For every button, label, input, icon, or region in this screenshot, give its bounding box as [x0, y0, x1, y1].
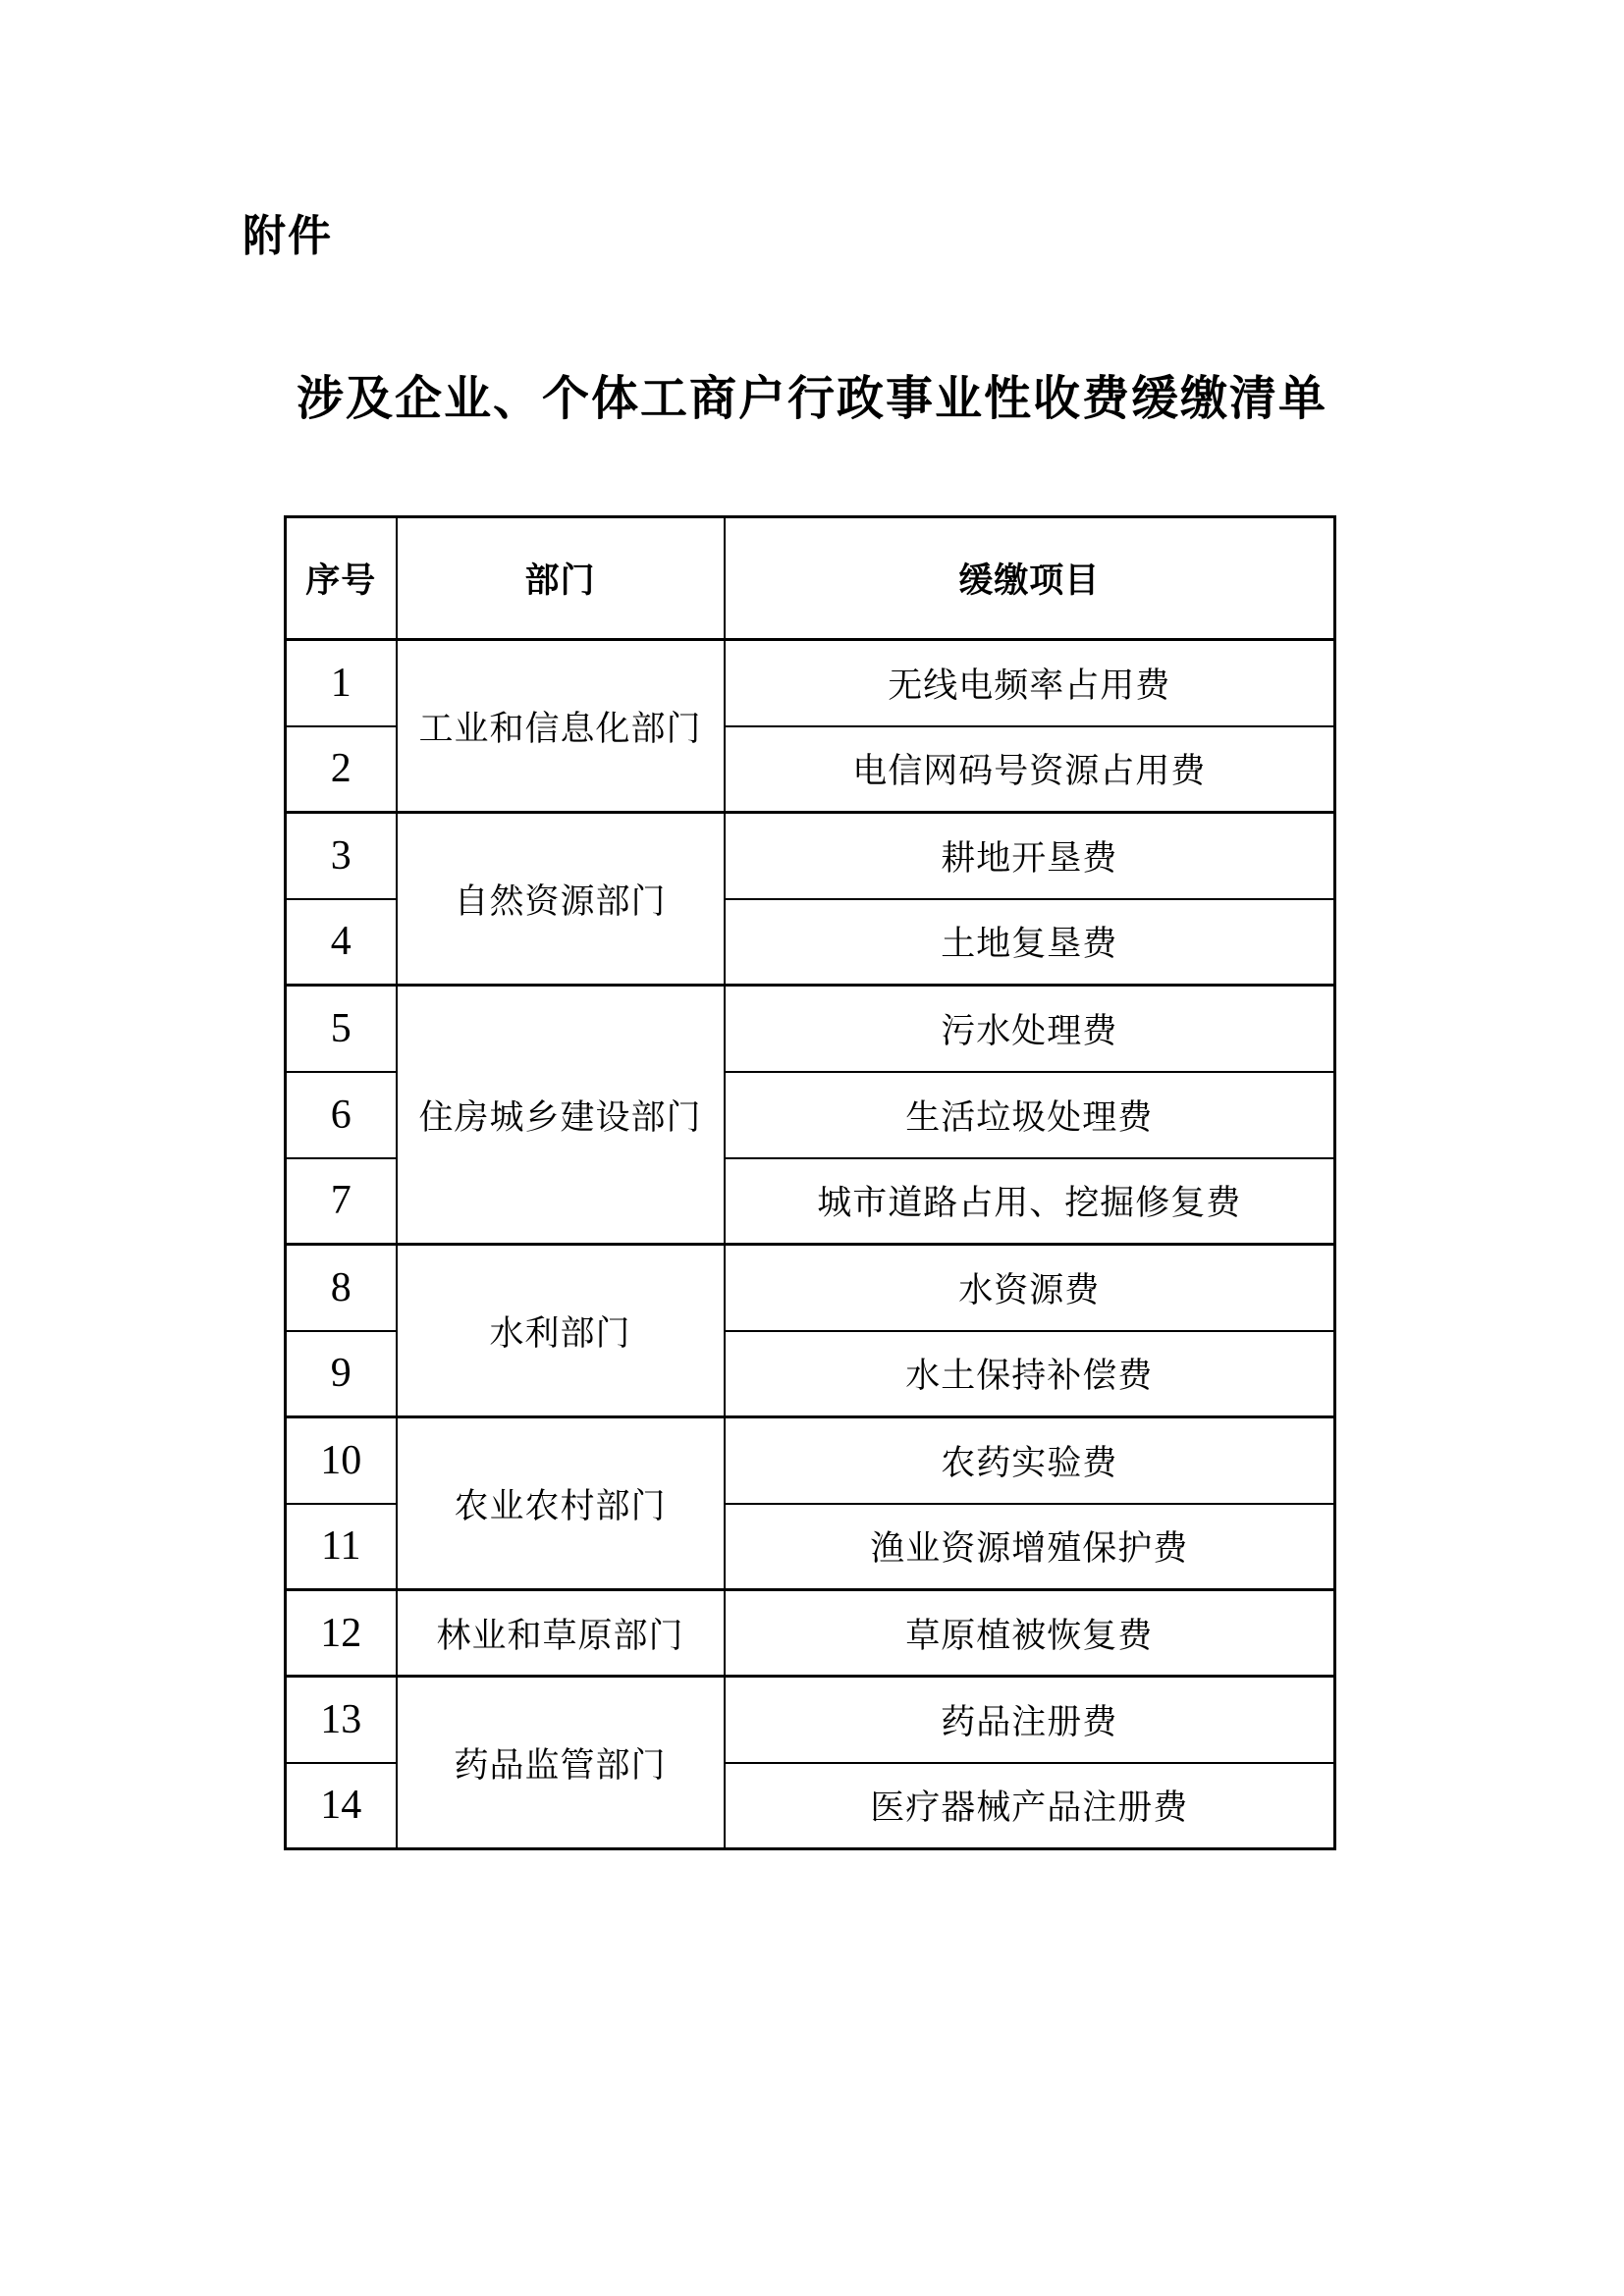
- department-cell: 农业农村部门: [397, 1417, 725, 1590]
- fee-item-cell: 无线电频率占用费: [725, 640, 1335, 726]
- table-row: [286, 1677, 1335, 1763]
- fee-table-body: [286, 640, 1335, 1849]
- row-number-cell: 7: [286, 1158, 397, 1245]
- row-number-cell: 2: [286, 726, 397, 813]
- row-number-cell: 13: [286, 1677, 397, 1763]
- fee-item-cell: 污水处理费: [725, 986, 1335, 1072]
- row-number-cell: 12: [286, 1590, 397, 1677]
- table-row: [286, 1417, 1335, 1504]
- table-row: [286, 1245, 1335, 1331]
- header-cell-serial-number: 序号: [286, 517, 397, 640]
- table-row: [286, 1590, 1335, 1677]
- table-header-row: [286, 517, 1335, 640]
- department-cell: 药品监管部门: [397, 1677, 725, 1849]
- header-cell-deferred-item: 缓缴项目: [725, 517, 1335, 640]
- fee-item-cell: 水土保持补偿费: [725, 1331, 1335, 1417]
- fee-item-cell: 土地复垦费: [725, 899, 1335, 986]
- fee-item-cell: 电信网码号资源占用费: [725, 726, 1335, 813]
- fee-item-cell: 医疗器械产品注册费: [725, 1763, 1335, 1849]
- row-number-cell: 9: [286, 1331, 397, 1417]
- row-number-cell: 3: [286, 813, 397, 899]
- header-cell-department: 部门: [397, 517, 725, 640]
- department-cell: 工业和信息化部门: [397, 640, 725, 813]
- fee-item-cell: 渔业资源增殖保护费: [725, 1504, 1335, 1590]
- row-number-cell: 6: [286, 1072, 397, 1158]
- fee-item-cell: 草原植被恢复费: [725, 1590, 1335, 1677]
- attachment-label: 附件: [243, 212, 333, 260]
- department-cell: 水利部门: [397, 1245, 725, 1417]
- row-number-cell: 11: [286, 1504, 397, 1590]
- fee-item-cell: 城市道路占用、挖掘修复费: [725, 1158, 1335, 1245]
- row-number-cell: 14: [286, 1763, 397, 1849]
- row-number-cell: 5: [286, 986, 397, 1072]
- row-number-cell: 10: [286, 1417, 397, 1504]
- fee-item-cell: 水资源费: [725, 1245, 1335, 1331]
- fee-item-cell: 耕地开垦费: [725, 813, 1335, 899]
- table-row: [286, 986, 1335, 1072]
- table-header: [286, 517, 1335, 640]
- deferred-fees-table: [284, 515, 1336, 1850]
- fee-item-cell: 药品注册费: [725, 1677, 1335, 1763]
- row-number-cell: 4: [286, 899, 397, 986]
- fee-item-cell: 农药实验费: [725, 1417, 1335, 1504]
- department-cell: 自然资源部门: [397, 813, 725, 986]
- department-cell: 林业和草原部门: [397, 1590, 725, 1677]
- department-cell: 住房城乡建设部门: [397, 986, 725, 1245]
- fee-item-cell: 生活垃圾处理费: [725, 1072, 1335, 1158]
- page-title: 涉及企业、个体工商户行政事业性收费缓缴清单: [296, 373, 1327, 425]
- table-row: [286, 640, 1335, 726]
- row-number-cell: 8: [286, 1245, 397, 1331]
- table-row: [286, 813, 1335, 899]
- row-number-cell: 1: [286, 640, 397, 726]
